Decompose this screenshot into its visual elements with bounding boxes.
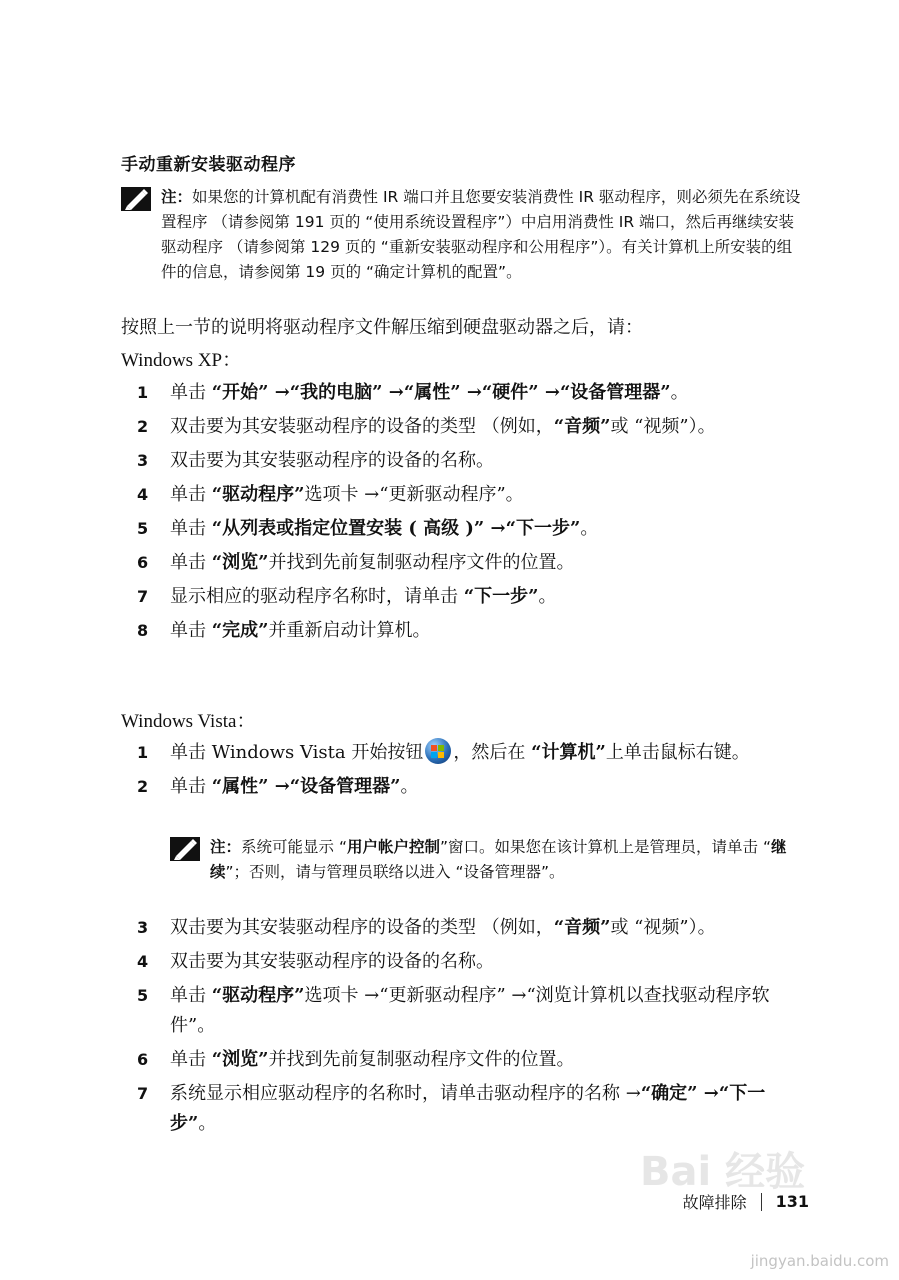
list-item [137,446,797,476]
list-item [137,412,797,442]
list-item [137,1045,797,1075]
step-pre: 单击 [170,1049,212,1070]
step-text [170,378,689,408]
step-number: 3 [137,451,149,470]
step-pre: 双击要为其安装驱动程序的设备的名称。 [170,951,494,972]
step-text [170,582,556,612]
list-item [137,378,797,408]
vista-steps-top [137,738,797,806]
step-text [170,1079,797,1139]
note-label: 注： [161,188,193,206]
list-item [137,582,797,612]
vista-steps-bottom [137,913,797,1143]
note-bold-continue: 继续 [210,838,787,881]
list-item [137,514,797,544]
step-pre: 单击 [170,552,212,573]
step-bold: “音频” [553,917,611,938]
step-bold: “完成” [211,620,269,641]
note-pre: 系统可能显示 “ [241,838,347,856]
step-number: 6 [137,1050,149,1069]
pencil-note-icon [170,835,210,885]
step-pre: 显示相应的驱动程序名称时，请单击 [170,586,464,607]
footer-section: 故障排除 [682,1193,747,1212]
note-box [121,185,801,285]
step-pre: 双击要为其安装驱动程序的设备的类型 （例如， [170,917,554,938]
step-post: 并重新启动计算机。 [268,620,431,641]
windows-vista-label: Windows Vista： [121,711,256,732]
step-post: 。 [198,1113,217,1134]
step-pre: 系统显示相应驱动程序的名称时，请单击驱动程序的名称 → [170,1083,641,1104]
step-post: 。 [670,382,689,403]
note-bold-uac: 用户帐户控制 [346,838,440,856]
step-number: 2 [137,417,149,436]
note-text [161,185,801,285]
step-number: 1 [137,743,149,762]
step-number: 4 [137,952,149,971]
step-bold: “计算机” [531,742,606,763]
list-item [137,981,797,1041]
step-text [170,548,574,578]
step-number: 3 [137,918,149,937]
step-bold: “音频” [553,416,611,437]
step-pre: 双击要为其安装驱动程序的设备的类型 （例如， [170,416,554,437]
windows-xp-label: Windows XP： [121,350,242,371]
step-bold: “从列表或指定位置安装 ( 高级 )” →“下一步” [211,518,581,539]
step-number: 2 [137,777,149,796]
step-pre: 单击 [170,484,212,505]
step-pre: 单击 [170,985,212,1006]
step-number: 5 [137,519,149,538]
list-item [137,913,797,943]
step-bold: “驱动程序” [211,484,305,505]
step-number: 6 [137,553,149,572]
step-text [170,480,524,510]
step-pre: 单击 [170,776,212,797]
step-number: 7 [137,1084,149,1103]
baidu-watermark-logo: Bai 经验 [640,1149,806,1195]
step-bold: “开始” →“我的电脑” →“属性” →“硬件” →“设备管理器” [211,382,671,403]
note-mid: ”窗口。如果您在该计算机上是管理员，请单击 “ [440,838,771,856]
step-number: 1 [137,383,149,402]
step-text [170,514,598,544]
section-heading: 手动重新安装驱动程序 [121,155,296,175]
step-text [170,913,716,943]
step-post: 并找到先前复制驱动程序文件的位置。 [268,1049,575,1070]
step-bold: “确定” →“下一步” [170,1083,766,1134]
step-post: 并找到先前复制驱动程序文件的位置。 [268,552,575,573]
step-number: 5 [137,986,149,1005]
step-pre: 双击要为其安装驱动程序的设备的名称。 [170,450,494,471]
list-item [137,772,797,802]
step-bold: “下一步” [463,586,539,607]
step-text [170,738,750,768]
step-post: 选项卡 →“更新驱动程序” →“浏览计算机以查找驱动程序软件”。 [170,985,770,1036]
step-bold: “浏览” [211,552,269,573]
step-post: 或 “视频”）。 [610,416,716,437]
step-pre: 单击 Windows Vista 开始按钮 [170,742,424,763]
list-item [137,480,797,510]
step-text [170,981,797,1041]
list-item [137,548,797,578]
windows-start-orb-icon [425,738,451,764]
step-post: 。 [400,776,419,797]
step-text [170,616,430,646]
step-post: 。 [580,518,599,539]
step-bold: “属性” →“设备管理器” [211,776,401,797]
step-text [170,772,419,802]
step-post: 或 “视频”）。 [610,917,716,938]
list-item [137,616,797,646]
list-item [137,1079,797,1139]
step-number: 4 [137,485,149,504]
step-post: 。 [538,586,557,607]
watermark-url: jingyan.baidu.com [750,1252,889,1270]
step-post: 选项卡 →“更新驱动程序”。 [304,484,524,505]
step-pre: 单击 [170,518,212,539]
note-label: 注： [210,838,242,856]
note-text [210,835,800,885]
xp-steps [137,378,797,650]
list-item [137,738,797,768]
intro-text: 按照上一节的说明将驱动程序文件解压缩到硬盘驱动器之后，请： [121,317,643,338]
step-text [170,446,494,476]
step-pre: 单击 [170,382,212,403]
note-post: ”；否则，请与管理员联络以进入 “设备管理器”。 [225,863,565,881]
note-box-vista [170,835,800,885]
step-text [170,1045,574,1075]
step-number: 8 [137,621,149,640]
step-bold: “浏览” [211,1049,269,1070]
note-body: 如果您的计算机配有消费性 IR 端口并且您要安装消费性 IR 驱动程序，则必须先在系统设置程序 （请参阅第 191 页的 “使用系统设置程序”）中启用消费性 IR 端口，然后再继续安装驱动程序 （请参阅第 129 页的 “重新安装驱动程序和公用程序”）。有关计算机上所安装的组件的信息，请参阅第 19 页的 “确定计算机的配置”。 [161,188,801,281]
step-post: 上单击鼠标右键。 [605,742,750,763]
step-text [170,947,494,977]
list-item [137,947,797,977]
step-number: 7 [137,587,149,606]
pencil-note-icon [121,185,161,285]
step-text [170,412,716,442]
step-mid: ，然后在 [453,742,532,763]
page-number: 131 [775,1192,809,1211]
step-bold: “驱动程序” [211,985,305,1006]
step-pre: 单击 [170,620,212,641]
